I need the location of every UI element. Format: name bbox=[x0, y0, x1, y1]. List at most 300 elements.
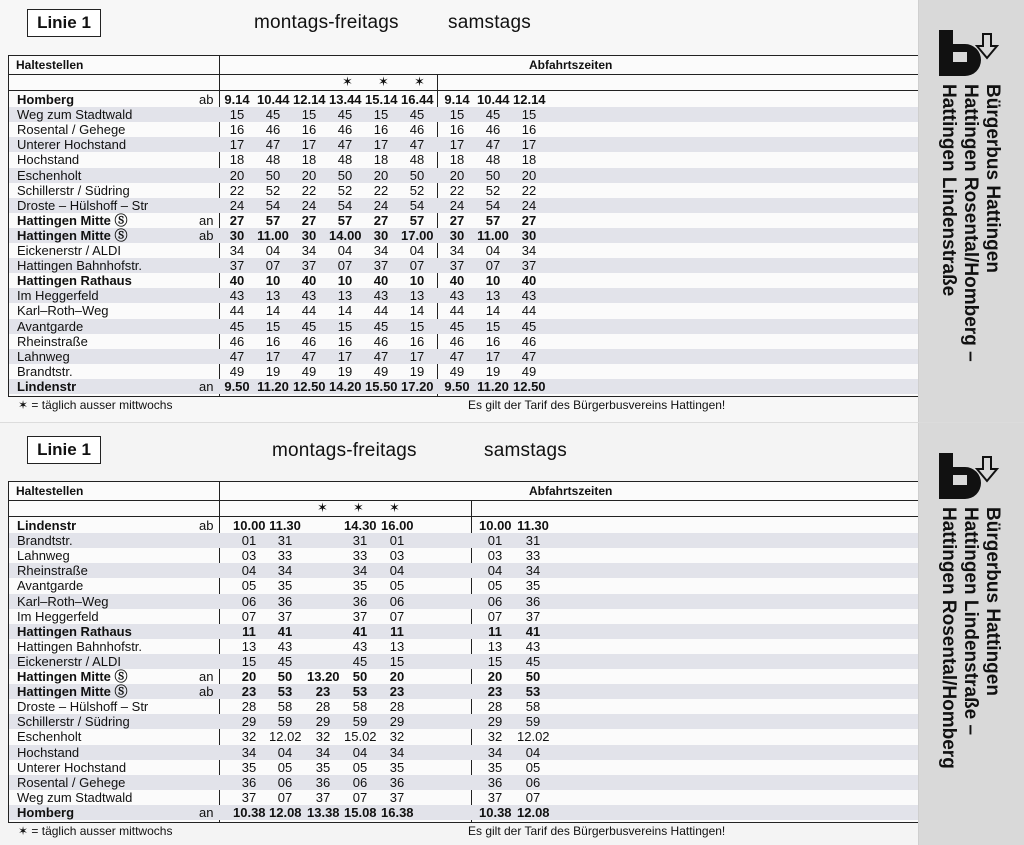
weekday-time: 36 bbox=[315, 774, 331, 790]
weekday-time: 46 bbox=[337, 122, 353, 138]
weekday-time: 57 bbox=[409, 212, 425, 228]
weekday-time: 29 bbox=[315, 714, 331, 730]
stop-name: Hattingen Bahnhofstr. bbox=[17, 638, 143, 654]
table-row bbox=[9, 699, 918, 714]
route-sidebar bbox=[918, 423, 1024, 845]
weekday-time: 10 bbox=[265, 273, 281, 289]
tariff-note: Es gilt der Tarif des Bürgerbusvereins Hattingen! bbox=[468, 824, 726, 838]
weekday-time: 03 bbox=[241, 548, 257, 564]
weekday-time: 23 bbox=[389, 684, 405, 700]
saturday-time: 45 bbox=[449, 318, 465, 334]
weekday-time: 32 bbox=[315, 729, 331, 745]
stop-name: Unterer Hochstand bbox=[17, 137, 127, 153]
weekday-time: 46 bbox=[409, 122, 425, 138]
stop-name: Karl–Roth–Weg bbox=[17, 303, 109, 319]
weekday-time: 50 bbox=[409, 167, 425, 183]
weekday-time: 30 bbox=[373, 227, 389, 243]
weekday-time: 46 bbox=[373, 333, 389, 349]
timetable-sheet-return bbox=[0, 422, 1024, 845]
timetable-sheet-outbound bbox=[0, 0, 1024, 422]
saturday-time: 47 bbox=[521, 348, 537, 364]
table-row bbox=[9, 288, 918, 303]
weekday-time: 35 bbox=[241, 759, 257, 775]
weekday-time: 13 bbox=[265, 288, 281, 304]
weekday-time: 19 bbox=[265, 363, 281, 379]
saturday-time: 59 bbox=[525, 714, 541, 730]
saturday-time: 18 bbox=[521, 152, 537, 168]
arrival-departure-marker: an bbox=[199, 378, 214, 394]
saturday-time: 13 bbox=[487, 638, 503, 654]
weekday-time: 24 bbox=[373, 197, 389, 213]
route-to: Hattingen Lindenstraße bbox=[938, 84, 959, 297]
stop-name: Weg zum Stadtwald bbox=[17, 107, 133, 123]
table-row bbox=[9, 669, 918, 684]
footnote: ✶ = täglich ausser mittwochs bbox=[18, 398, 173, 412]
weekday-time: 34 bbox=[373, 243, 389, 258]
table-row bbox=[9, 684, 918, 699]
table-row bbox=[9, 790, 918, 805]
weekday-time: 43 bbox=[277, 638, 293, 654]
footnote-star-icon: ✶ bbox=[342, 74, 353, 89]
table-row bbox=[9, 243, 918, 258]
weekday-time: 31 bbox=[277, 533, 293, 549]
weekday-time: 43 bbox=[301, 288, 317, 304]
saturday-time: 20 bbox=[487, 669, 503, 684]
weekday-time: 11.30 bbox=[269, 518, 301, 533]
table-row bbox=[9, 319, 918, 334]
saturday-time: 05 bbox=[525, 759, 541, 775]
weekday-time: 47 bbox=[373, 348, 389, 364]
weekday-time: 12.02 bbox=[269, 729, 302, 745]
weekday-time: 13 bbox=[241, 638, 257, 654]
table-row bbox=[9, 805, 918, 820]
weekday-time: 36 bbox=[389, 774, 405, 790]
weekday-time: 19 bbox=[409, 363, 425, 379]
weekday-time: 34 bbox=[315, 744, 331, 760]
stops-column-header: Haltestellen bbox=[16, 58, 84, 72]
weekday-time: 07 bbox=[409, 258, 425, 274]
stop-name: Im Heggerfeld bbox=[17, 288, 99, 304]
table-row bbox=[9, 563, 918, 578]
weekday-time: 49 bbox=[373, 363, 389, 379]
weekday-time: 35 bbox=[277, 578, 293, 594]
weekday-time: 53 bbox=[352, 684, 368, 700]
route-title: Bürgerbus Hattingen bbox=[982, 84, 1003, 273]
table-row bbox=[9, 92, 918, 107]
saturday-time: 19 bbox=[485, 363, 501, 379]
stop-name: Homberg bbox=[17, 804, 75, 820]
saturday-time: 37 bbox=[525, 608, 541, 624]
weekday-time: 07 bbox=[265, 258, 281, 274]
saturday-time: 28 bbox=[487, 699, 503, 715]
saturday-time: 10.44 bbox=[477, 92, 510, 107]
footnote: ✶ = täglich ausser mittwochs bbox=[18, 824, 173, 838]
weekday-time: 10.44 bbox=[257, 92, 290, 107]
weekday-time: 15 bbox=[229, 107, 245, 123]
saturday-heading: samstags bbox=[484, 440, 567, 461]
stop-name: Hattingen Bahnhofstr. bbox=[17, 258, 143, 274]
table-row bbox=[9, 745, 918, 760]
weekday-time: 33 bbox=[277, 548, 293, 564]
weekday-time: 15.14 bbox=[365, 92, 398, 107]
saturday-time: 45 bbox=[521, 318, 537, 334]
weekday-time: 15.02 bbox=[344, 729, 377, 745]
weekday-time: 47 bbox=[265, 137, 281, 153]
weekday-time: 47 bbox=[301, 348, 317, 364]
weekday-time: 45 bbox=[373, 318, 389, 334]
stop-name: Hochstand bbox=[17, 744, 80, 760]
weekday-time: 37 bbox=[373, 258, 389, 274]
weekday-time: 34 bbox=[301, 243, 317, 258]
weekday-time: 18 bbox=[301, 152, 317, 168]
saturday-time: 57 bbox=[485, 212, 501, 228]
weekday-time: 12.14 bbox=[293, 92, 326, 107]
weekday-time: 15 bbox=[389, 653, 405, 669]
arrival-departure-marker: ab bbox=[199, 227, 214, 243]
saturday-time: 53 bbox=[525, 684, 541, 700]
stop-name: Hochstand bbox=[17, 152, 80, 168]
saturday-time: 47 bbox=[485, 137, 501, 153]
weekday-time: 20 bbox=[301, 167, 317, 183]
saturday-time: 30 bbox=[449, 227, 465, 243]
weekday-time: 05 bbox=[277, 759, 293, 775]
saturday-time: 9.14 bbox=[444, 92, 470, 107]
weekday-time: 19 bbox=[337, 363, 353, 379]
weekday-time: 20 bbox=[373, 167, 389, 183]
saturday-time: 37 bbox=[521, 258, 537, 274]
weekday-time: 04 bbox=[352, 744, 368, 760]
saturday-time: 32 bbox=[487, 729, 503, 745]
weekday-time: 34 bbox=[277, 563, 293, 579]
weekday-time: 10 bbox=[337, 273, 353, 289]
weekday-time: 37 bbox=[389, 789, 405, 805]
saturday-time: 16 bbox=[449, 122, 465, 138]
weekday-time: 05 bbox=[352, 759, 368, 775]
weekday-time: 34 bbox=[229, 243, 245, 258]
table-row bbox=[9, 213, 918, 228]
weekday-time: 52 bbox=[265, 182, 281, 198]
weekday-time: 07 bbox=[277, 789, 293, 805]
table-row bbox=[9, 228, 918, 243]
weekday-time: 15 bbox=[337, 318, 353, 334]
table-row bbox=[9, 258, 918, 273]
weekday-time: 04 bbox=[337, 243, 353, 258]
saturday-time: 34 bbox=[525, 563, 541, 579]
weekday-time: 58 bbox=[352, 699, 368, 715]
weekday-time: 15 bbox=[301, 107, 317, 123]
weekday-time: 27 bbox=[373, 212, 389, 228]
saturday-time: 12.08 bbox=[517, 804, 550, 820]
saturday-time: 49 bbox=[521, 363, 537, 379]
weekday-time: 47 bbox=[337, 137, 353, 153]
footnote-star-icon: ✶ bbox=[389, 500, 400, 515]
saturday-time: 22 bbox=[449, 182, 465, 198]
stop-name: Karl–Roth–Weg bbox=[17, 593, 109, 609]
weekday-time: 14.30 bbox=[344, 518, 377, 533]
saturday-time: 15 bbox=[521, 107, 537, 123]
stop-name: Weg zum Stadtwald bbox=[17, 789, 133, 805]
table-row bbox=[9, 334, 918, 349]
route-title-block bbox=[937, 507, 1003, 807]
saturday-time: 54 bbox=[485, 197, 501, 213]
table-row bbox=[9, 760, 918, 775]
saturday-time: 34 bbox=[487, 744, 503, 760]
weekday-time: 13.38 bbox=[307, 804, 340, 820]
weekday-time: 10.38 bbox=[233, 804, 266, 820]
weekday-time: 48 bbox=[409, 152, 425, 168]
saturday-time: 13 bbox=[485, 288, 501, 304]
saturday-time: 07 bbox=[485, 258, 501, 274]
saturday-time: 45 bbox=[525, 653, 541, 669]
weekday-time: 47 bbox=[229, 348, 245, 364]
saturday-time: 11 bbox=[488, 623, 502, 639]
weekday-time: 22 bbox=[373, 182, 389, 198]
weekday-time: 49 bbox=[229, 363, 245, 379]
weekday-time: 17 bbox=[265, 348, 281, 364]
saturday-time: 46 bbox=[485, 122, 501, 138]
weekday-time: 35 bbox=[315, 759, 331, 775]
stop-name: Rheinstraße bbox=[17, 563, 88, 579]
route-from: Hattingen Lindenstraße – bbox=[960, 507, 981, 736]
weekday-time: 15 bbox=[265, 318, 281, 334]
weekday-time: 57 bbox=[265, 212, 281, 228]
weekday-time: 23 bbox=[315, 684, 331, 700]
weekday-time: 31 bbox=[352, 533, 368, 549]
stop-name: Hattingen Rathaus bbox=[17, 273, 132, 289]
saturday-time: 29 bbox=[487, 714, 503, 730]
buergerbus-logo-icon bbox=[933, 451, 1005, 499]
weekday-time: 17.00 bbox=[401, 227, 434, 243]
saturday-time: 11.20 bbox=[477, 378, 509, 394]
table-row bbox=[9, 609, 918, 624]
weekday-time: 46 bbox=[265, 122, 281, 138]
weekday-time: 27 bbox=[229, 212, 245, 228]
stop-name: Rheinstraße bbox=[17, 333, 88, 349]
footnote-star-icon: ✶ bbox=[414, 74, 425, 89]
saturday-time: 37 bbox=[449, 258, 465, 274]
saturday-time: 43 bbox=[525, 638, 541, 654]
weekday-time: 47 bbox=[409, 137, 425, 153]
stop-name: Schillerstr / Südring bbox=[17, 182, 130, 198]
saturday-time: 35 bbox=[487, 759, 503, 775]
arrival-departure-marker: ab bbox=[199, 684, 214, 700]
table-row bbox=[9, 775, 918, 790]
weekday-time: 14.00 bbox=[329, 227, 362, 243]
weekday-time: 16 bbox=[229, 122, 245, 138]
saturday-time: 05 bbox=[487, 578, 503, 594]
saturday-time: 11.00 bbox=[477, 227, 509, 243]
saturday-time: 50 bbox=[525, 669, 541, 684]
weekday-time: 20 bbox=[389, 669, 405, 684]
saturday-time: 14 bbox=[485, 303, 501, 319]
saturday-time: 17 bbox=[449, 137, 465, 153]
weekday-time: 24 bbox=[229, 197, 245, 213]
times-column-header: Abfahrtszeiten bbox=[529, 58, 613, 72]
table-row bbox=[9, 729, 918, 744]
line-label: Linie 1 bbox=[27, 436, 101, 464]
stop-name: Lindenstr bbox=[17, 518, 77, 533]
saturday-time: 36 bbox=[525, 593, 541, 609]
weekday-time: 46 bbox=[229, 333, 245, 349]
table-row bbox=[9, 624, 918, 639]
weekday-time: 32 bbox=[241, 729, 257, 745]
weekday-time: 44 bbox=[229, 303, 245, 319]
weekdays-heading: montags-freitags bbox=[272, 440, 417, 461]
weekday-time: 28 bbox=[389, 699, 405, 715]
table-row bbox=[9, 183, 918, 198]
weekday-time: 37 bbox=[229, 258, 245, 274]
weekday-time: 06 bbox=[241, 593, 257, 609]
saturday-time: 40 bbox=[521, 273, 537, 289]
weekday-time: 45 bbox=[352, 653, 368, 669]
weekday-time: 16.38 bbox=[381, 804, 414, 820]
route-title: Bürgerbus Hattingen bbox=[982, 507, 1003, 696]
weekday-time: 14 bbox=[409, 303, 425, 319]
stop-name: Avantgarde bbox=[17, 578, 84, 594]
saturday-time: 9.50 bbox=[444, 378, 470, 394]
weekdays-heading: montags-freitags bbox=[254, 12, 399, 33]
weekday-time: 12.08 bbox=[269, 804, 302, 820]
stop-name: Homberg bbox=[17, 92, 75, 107]
stop-name: Eschenholt bbox=[17, 167, 82, 183]
weekday-time: 17 bbox=[229, 137, 245, 153]
weekday-time: 07 bbox=[241, 608, 257, 624]
weekday-time: 34 bbox=[352, 563, 368, 579]
saturday-time: 24 bbox=[521, 197, 537, 213]
saturday-time: 45 bbox=[485, 107, 501, 123]
weekday-time: 13 bbox=[337, 288, 353, 304]
weekday-time: 40 bbox=[229, 273, 245, 289]
weekday-time: 11 bbox=[390, 623, 404, 639]
table-row bbox=[9, 152, 918, 167]
weekday-time: 07 bbox=[337, 258, 353, 274]
weekday-time: 58 bbox=[277, 699, 293, 715]
saturday-time: 06 bbox=[525, 774, 541, 790]
weekday-time: 01 bbox=[389, 533, 405, 549]
saturday-time: 17 bbox=[485, 348, 501, 364]
weekday-time: 23 bbox=[241, 684, 257, 700]
weekday-time: 16 bbox=[373, 122, 389, 138]
weekday-time: 41 bbox=[277, 623, 293, 639]
tariff-note: Es gilt der Tarif des Bürgerbusvereins Hattingen! bbox=[468, 398, 726, 412]
weekday-time: 48 bbox=[337, 152, 353, 168]
saturday-time: 07 bbox=[487, 608, 503, 624]
weekday-time: 13 bbox=[389, 638, 405, 654]
footnote-marker-row bbox=[9, 500, 918, 517]
saturday-time: 48 bbox=[485, 152, 501, 168]
weekday-time: 13 bbox=[409, 288, 425, 304]
stop-name: Unterer Hochstand bbox=[17, 759, 127, 775]
weekday-time: 45 bbox=[265, 107, 281, 123]
times-column-header: Abfahrtszeiten bbox=[529, 484, 613, 498]
table-row bbox=[9, 379, 918, 394]
route-sidebar bbox=[918, 0, 1024, 422]
saturday-time: 11.30 bbox=[517, 518, 549, 533]
weekday-time: 04 bbox=[389, 563, 405, 579]
saturday-time: 03 bbox=[487, 548, 503, 564]
saturday-time: 52 bbox=[485, 182, 501, 198]
weekday-time: 50 bbox=[265, 167, 281, 183]
route-title-block bbox=[937, 84, 1003, 384]
saturday-time: 34 bbox=[521, 243, 537, 258]
saturday-time: 12.14 bbox=[513, 92, 546, 107]
saturday-time: 04 bbox=[487, 563, 503, 579]
weekday-time: 57 bbox=[337, 212, 353, 228]
weekday-time: 15 bbox=[241, 653, 257, 669]
weekday-time: 29 bbox=[389, 714, 405, 730]
weekday-time: 37 bbox=[277, 608, 293, 624]
saturday-time: 04 bbox=[525, 744, 541, 760]
saturday-time: 34 bbox=[449, 243, 465, 258]
saturday-time: 07 bbox=[525, 789, 541, 805]
weekday-time: 50 bbox=[352, 669, 368, 684]
weekday-time: 20 bbox=[229, 167, 245, 183]
weekday-time: 20 bbox=[241, 669, 257, 684]
arrival-departure-marker: an bbox=[199, 212, 214, 228]
saturday-time: 18 bbox=[449, 152, 465, 168]
saturday-time: 12.02 bbox=[517, 729, 550, 745]
stop-name: Rosental / Gehege bbox=[17, 774, 126, 790]
weekday-time: 11.00 bbox=[257, 227, 289, 243]
table-row bbox=[9, 303, 918, 318]
saturday-time: 36 bbox=[487, 774, 503, 790]
weekday-time: 17 bbox=[409, 348, 425, 364]
weekday-time: 49 bbox=[301, 363, 317, 379]
saturday-time: 16 bbox=[485, 333, 501, 349]
weekday-time: 45 bbox=[277, 653, 293, 669]
table-row bbox=[9, 122, 918, 137]
table-row bbox=[9, 198, 918, 213]
saturday-time: 50 bbox=[485, 167, 501, 183]
saturday-time: 58 bbox=[525, 699, 541, 715]
weekday-time: 11.20 bbox=[257, 378, 289, 394]
weekday-time: 45 bbox=[301, 318, 317, 334]
timetable-table bbox=[8, 55, 919, 397]
weekday-time: 07 bbox=[389, 608, 405, 624]
stop-name: Brandtstr. bbox=[17, 533, 73, 549]
weekday-time: 54 bbox=[409, 197, 425, 213]
table-row bbox=[9, 107, 918, 122]
weekday-time: 29 bbox=[241, 714, 257, 730]
weekday-time: 34 bbox=[389, 744, 405, 760]
saturday-time: 44 bbox=[521, 303, 537, 319]
weekday-time: 36 bbox=[241, 774, 257, 790]
arrival-departure-marker: an bbox=[199, 804, 214, 820]
stop-name: Lahnweg bbox=[17, 348, 70, 364]
weekday-time: 01 bbox=[241, 533, 257, 549]
table-row bbox=[9, 518, 918, 533]
weekday-time: 17 bbox=[301, 137, 317, 153]
table-row bbox=[9, 639, 918, 654]
weekday-time: 10 bbox=[409, 273, 425, 289]
weekday-time: 05 bbox=[241, 578, 257, 594]
weekday-time: 48 bbox=[265, 152, 281, 168]
weekday-time: 16.00 bbox=[381, 518, 414, 533]
weekday-time: 14 bbox=[337, 303, 353, 319]
weekday-time: 45 bbox=[229, 318, 245, 334]
stop-name: Eickenerstr / ALDI bbox=[17, 653, 122, 669]
saturday-time: 12.50 bbox=[513, 378, 546, 394]
weekday-time: 34 bbox=[241, 744, 257, 760]
saturday-time: 10.00 bbox=[479, 518, 512, 533]
weekday-time: 35 bbox=[352, 578, 368, 594]
weekday-time: 59 bbox=[352, 714, 368, 730]
weekday-time: 36 bbox=[277, 593, 293, 609]
saturday-heading: samstags bbox=[448, 12, 531, 33]
weekday-time: 16 bbox=[265, 333, 281, 349]
stop-name: Hattingen Rathaus bbox=[17, 623, 132, 639]
saturday-time: 40 bbox=[449, 273, 465, 289]
